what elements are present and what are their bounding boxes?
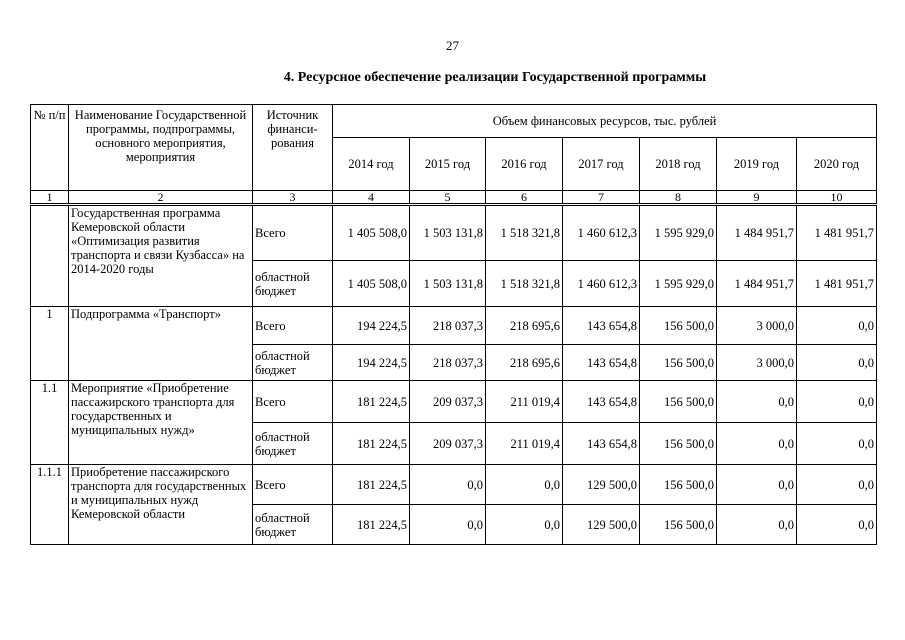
value-cell: 1 595 929,0: [640, 205, 717, 261]
value-cell: 3 000,0: [717, 307, 797, 345]
value-cell: 218 695,6: [486, 345, 563, 381]
table-row: [31, 381, 877, 423]
header-year: 2015 год: [410, 138, 486, 191]
value-cell: 1 503 131,8: [410, 205, 486, 261]
table-row: [31, 465, 877, 505]
source-label: Всего: [253, 381, 333, 423]
value-cell: 1 503 131,8: [410, 261, 486, 307]
value-cell: 1 405 508,0: [333, 261, 410, 307]
value-cell: 156 500,0: [640, 307, 717, 345]
column-index: 3: [253, 191, 333, 205]
value-cell: 1 484 951,7: [717, 205, 797, 261]
value-cell: 0,0: [717, 423, 797, 465]
value-cell: 209 037,3: [410, 381, 486, 423]
value-cell: 3 000,0: [717, 345, 797, 381]
value-cell: 218 037,3: [410, 307, 486, 345]
value-cell: 194 224,5: [333, 307, 410, 345]
value-cell: 181 224,5: [333, 423, 410, 465]
value-cell: 143 654,8: [563, 345, 640, 381]
table-row: [31, 205, 877, 261]
value-cell: 0,0: [797, 465, 877, 505]
value-cell: 1 518 321,8: [486, 205, 563, 261]
value-cell: 156 500,0: [640, 381, 717, 423]
column-index: 2: [69, 191, 253, 205]
value-cell: 1 460 612,3: [563, 261, 640, 307]
value-cell: 1 460 612,3: [563, 205, 640, 261]
header-number: № п/п: [31, 105, 69, 191]
value-cell: 1 481 951,7: [797, 261, 877, 307]
value-cell: 143 654,8: [563, 381, 640, 423]
column-index: 7: [563, 191, 640, 205]
value-cell: 0,0: [717, 381, 797, 423]
value-cell: 1 405 508,0: [333, 205, 410, 261]
value-cell: 181 224,5: [333, 505, 410, 545]
row-number: 1.1: [31, 381, 69, 465]
header-year: 2020 год: [797, 138, 877, 191]
row-name: Подпрограмма «Транспорт»: [69, 307, 253, 381]
value-cell: 129 500,0: [563, 505, 640, 545]
value-cell: 143 654,8: [563, 423, 640, 465]
value-cell: 0,0: [797, 345, 877, 381]
value-cell: 1 518 321,8: [486, 261, 563, 307]
source-label: областной бюджет: [253, 505, 333, 545]
value-cell: 181 224,5: [333, 381, 410, 423]
column-index: 8: [640, 191, 717, 205]
value-cell: 0,0: [797, 307, 877, 345]
table-row: [31, 307, 877, 345]
value-cell: 156 500,0: [640, 505, 717, 545]
header-year: 2018 год: [640, 138, 717, 191]
value-cell: 181 224,5: [333, 465, 410, 505]
value-cell: 0,0: [410, 465, 486, 505]
value-cell: 0,0: [717, 505, 797, 545]
value-cell: 211 019,4: [486, 423, 563, 465]
value-cell: 0,0: [717, 465, 797, 505]
value-cell: 143 654,8: [563, 307, 640, 345]
value-cell: 0,0: [797, 381, 877, 423]
resource-table: [30, 104, 877, 545]
page-number: 27: [446, 38, 459, 53]
value-cell: 218 037,3: [410, 345, 486, 381]
header-year: 2017 год: [563, 138, 640, 191]
column-index: 6: [486, 191, 563, 205]
document-title: 4. Ресурсное обеспечение реализации Государственной программы: [283, 70, 707, 85]
table-body: [31, 205, 877, 545]
value-cell: 211 019,4: [486, 381, 563, 423]
row-number: 1: [31, 307, 69, 381]
row-name: Мероприятие «Приобретение пассажирского транспорта для государственных и муниципальных нужд»: [69, 381, 253, 465]
column-index: 9: [717, 191, 797, 205]
row-number: 1.1.1: [31, 465, 69, 545]
row-number: [31, 205, 69, 307]
value-cell: 0,0: [797, 423, 877, 465]
source-label: Всего: [253, 465, 333, 505]
source-label: областной бюджет: [253, 345, 333, 381]
header-source: Источник финанси-рования: [253, 105, 333, 191]
source-label: областной бюджет: [253, 423, 333, 465]
column-index: 1: [31, 191, 69, 205]
source-label: областной бюджет: [253, 261, 333, 307]
column-index: 5: [410, 191, 486, 205]
header-volume: Объем финансовых ресурсов, тыс. рублей: [333, 105, 877, 138]
column-index: 4: [333, 191, 410, 205]
header-name: Наименование Государственной программы, подпрограммы, основного мероприятия, мероприятия: [69, 105, 253, 191]
column-index: 10: [797, 191, 877, 205]
value-cell: 0,0: [486, 505, 563, 545]
value-cell: 1 484 951,7: [717, 261, 797, 307]
header-year: 2016 год: [486, 138, 563, 191]
source-label: Всего: [253, 205, 333, 261]
row-name: Государственная программа Кемеровской области «Оптимизация развития транспорта и связи Кузбасса» на 2014-2020 годы: [69, 205, 253, 307]
value-cell: 129 500,0: [563, 465, 640, 505]
header-year: 2019 год: [717, 138, 797, 191]
value-cell: 194 224,5: [333, 345, 410, 381]
value-cell: 1 481 951,7: [797, 205, 877, 261]
value-cell: 0,0: [486, 465, 563, 505]
row-name: Приобретение пассажирского транспорта для государственных и муниципальных нужд Кемеровской области: [69, 465, 253, 545]
value-cell: 0,0: [410, 505, 486, 545]
value-cell: 156 500,0: [640, 345, 717, 381]
source-label: Всего: [253, 307, 333, 345]
value-cell: 0,0: [797, 505, 877, 545]
value-cell: 156 500,0: [640, 465, 717, 505]
header-year: 2014 год: [333, 138, 410, 191]
table-header: [31, 105, 877, 205]
value-cell: 218 695,6: [486, 307, 563, 345]
value-cell: 156 500,0: [640, 423, 717, 465]
value-cell: 209 037,3: [410, 423, 486, 465]
column-index-row: [31, 191, 877, 205]
value-cell: 1 595 929,0: [640, 261, 717, 307]
